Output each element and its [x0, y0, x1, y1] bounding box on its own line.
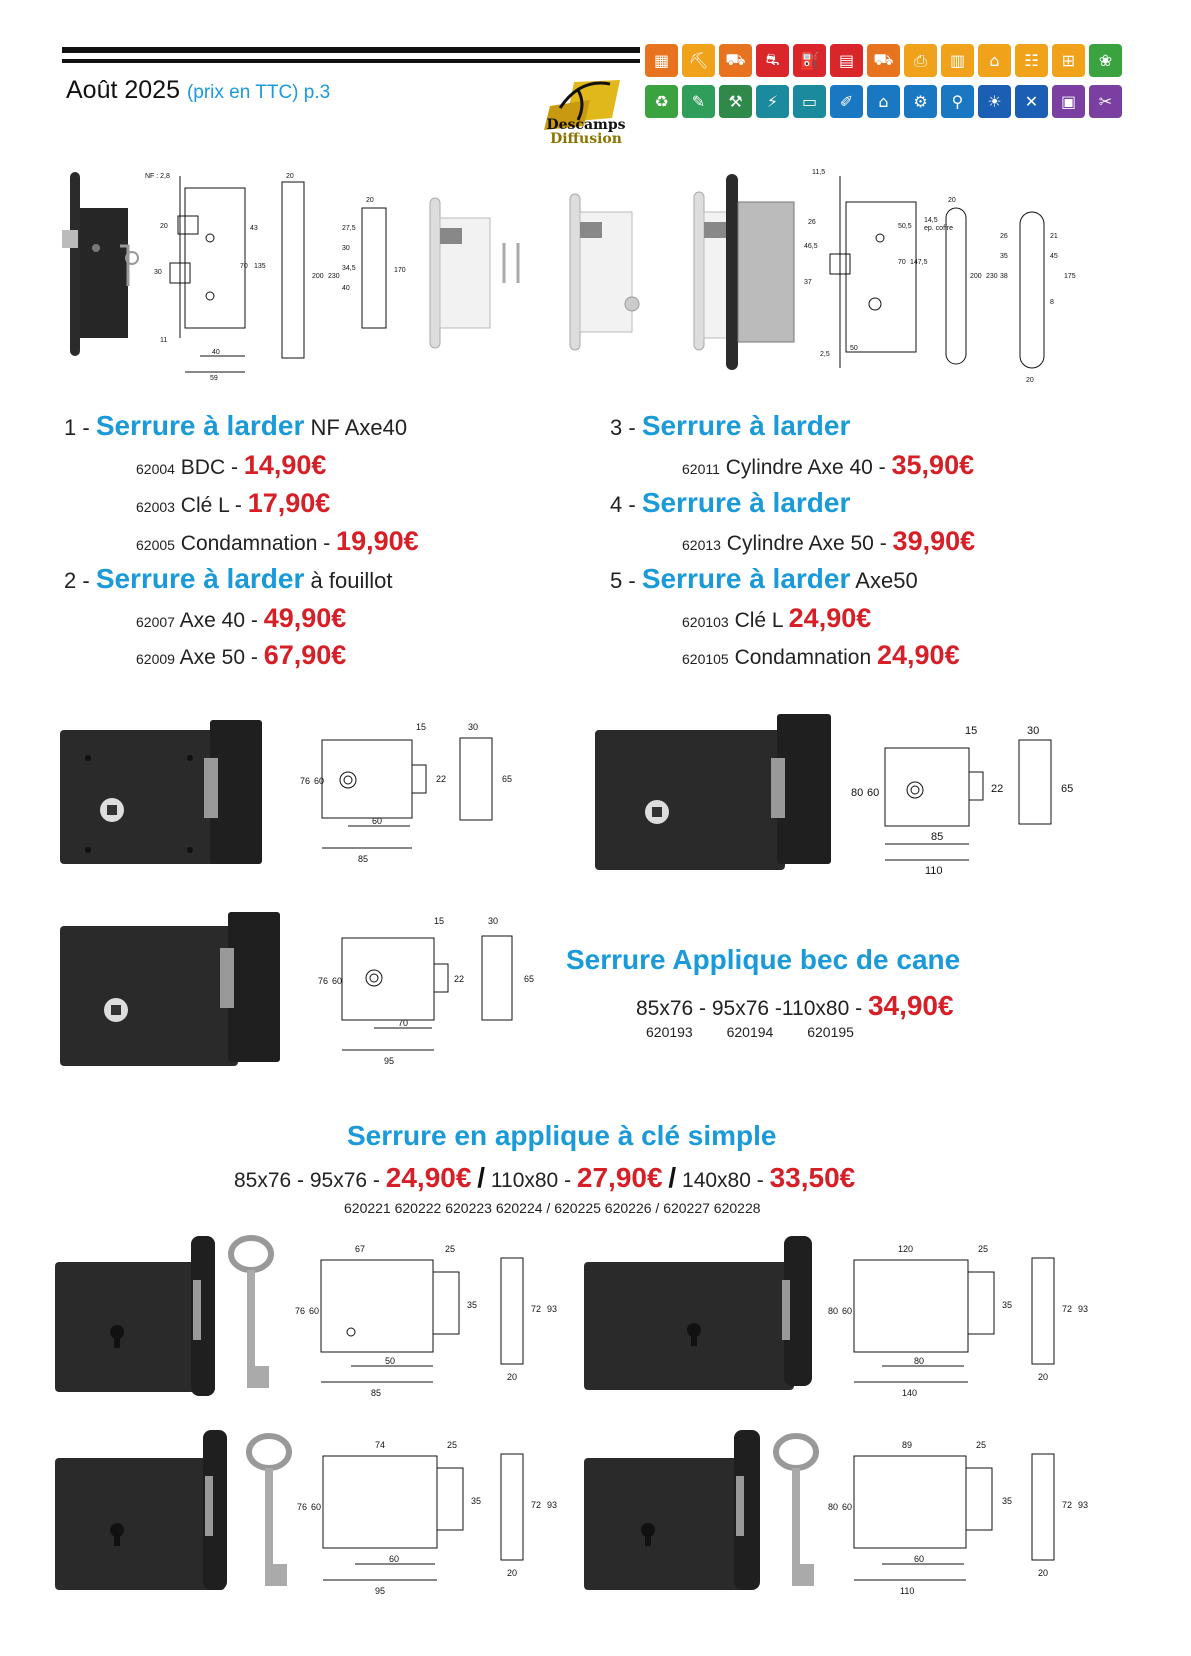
svg-text:25: 25: [447, 1440, 458, 1450]
brick-icon: ▤: [830, 44, 863, 77]
svg-text:25: 25: [445, 1244, 456, 1254]
svg-text:80: 80: [914, 1356, 925, 1366]
svg-text:93: 93: [1078, 1500, 1089, 1510]
bec-lock-photo: [60, 720, 262, 864]
svg-text:35: 35: [1000, 253, 1008, 260]
svg-text:30: 30: [1027, 725, 1040, 737]
svg-text:50,5: 50,5: [898, 223, 912, 230]
drill-icon: ⚡: [756, 85, 789, 118]
svg-text:22: 22: [991, 783, 1004, 795]
svg-text:175: 175: [1064, 273, 1076, 280]
svg-text:20: 20: [160, 223, 168, 230]
svg-text:60: 60: [389, 1554, 400, 1564]
svg-text:70: 70: [898, 259, 906, 266]
bec-lock-drawing: [342, 936, 512, 1050]
svg-text:74: 74: [375, 1440, 386, 1450]
svg-text:20: 20: [507, 1568, 518, 1578]
key-lock-photo: [55, 1430, 289, 1590]
key-lock-drawing: [321, 1258, 523, 1382]
gas-can-icon: ⛽: [793, 44, 826, 77]
logo-line2: Diffusion: [550, 131, 622, 147]
printer-icon: ⎙: [904, 44, 937, 77]
mortise-lock-1-dims: [145, 173, 406, 382]
product-2-title: Serrure à larder: [95, 563, 305, 594]
svg-text:30: 30: [488, 916, 499, 926]
svg-text:65: 65: [502, 774, 513, 784]
category-icon-grid: [645, 44, 1130, 118]
mortise-locks-figures: [60, 168, 1140, 390]
key-lock-drawing: [854, 1258, 1054, 1382]
svg-text:35: 35: [1002, 1496, 1013, 1506]
ref-62011: 62011 Cylindre Axe 40 - 35,90€: [682, 450, 975, 480]
recycle-icon: ♻: [645, 85, 678, 118]
product-5-title: Serrure à larder: [641, 563, 851, 594]
svg-text:230: 230: [986, 273, 998, 280]
svg-text:38: 38: [1000, 273, 1008, 280]
svg-text:60: 60: [842, 1502, 853, 1512]
svg-text:93: 93: [1078, 1304, 1089, 1314]
price: 14,90€: [243, 450, 327, 480]
svg-text:93: 93: [547, 1500, 558, 1510]
svg-text:35: 35: [471, 1496, 482, 1506]
svg-text:147,5: 147,5: [910, 259, 928, 266]
svg-text:40: 40: [342, 285, 350, 292]
svg-text:26: 26: [1000, 233, 1008, 240]
key-lock-photo: [584, 1236, 812, 1390]
svg-text:2,5: 2,5: [820, 351, 830, 358]
svg-text:76: 76: [300, 776, 311, 786]
header-rule-top: [62, 47, 640, 53]
price: 67,90€: [263, 640, 347, 670]
mortise-lock-2-photo: [430, 198, 518, 348]
svg-text:80: 80: [851, 787, 864, 799]
garden-icon: ❀: [1089, 44, 1122, 77]
svg-text:45: 45: [1050, 253, 1058, 260]
svg-text:60: 60: [314, 776, 325, 786]
svg-text:200: 200: [312, 273, 324, 280]
cle-simple-codes: 620221 620222 620223 620224 / 620225 620226 / 620227 620228: [344, 1200, 761, 1216]
price: 24,90€: [385, 1162, 472, 1193]
product-3-heading: 3 - Serrure à larder: [610, 410, 851, 441]
bec-sizes: 85x76 - 95x76 -110x80 -: [636, 997, 863, 1020]
svg-text:76: 76: [297, 1502, 308, 1512]
svg-text:85: 85: [931, 831, 944, 843]
svg-text:60: 60: [309, 1306, 320, 1316]
svg-text:27,5: 27,5: [342, 225, 356, 232]
ref-620103: 620103 Clé L 24,90€: [682, 603, 872, 633]
ref-620105: 620105 Condamnation 24,90€: [682, 640, 960, 670]
svg-text:93: 93: [547, 1304, 558, 1314]
mortise-lock-3-photo: [570, 194, 639, 350]
svg-text:80: 80: [828, 1502, 839, 1512]
svg-text:200: 200: [970, 273, 982, 280]
key-lock-dims: [295, 1244, 557, 1398]
cle-simple-title: Serrure en applique à clé simple: [347, 1120, 777, 1151]
svg-text:72: 72: [531, 1500, 542, 1510]
car-icon: ⛐: [756, 44, 789, 77]
svg-text:20: 20: [286, 173, 294, 180]
product-1-heading: 1 - Serrure à larder NF Axe40: [64, 410, 408, 441]
key-lock-drawing: [323, 1454, 523, 1580]
cle-simple-140x80-figure: [584, 1232, 1144, 1408]
svg-text:80: 80: [828, 1306, 839, 1316]
price: 49,90€: [263, 603, 347, 633]
logo-line1: Descamps: [546, 117, 626, 133]
svg-text:NF : 2,8: NF : 2,8: [145, 173, 170, 180]
svg-text:70: 70: [398, 1018, 409, 1028]
svg-text:35: 35: [467, 1300, 478, 1310]
svg-text:14,5: 14,5: [924, 217, 938, 224]
wrench-icon: ✕: [1015, 85, 1048, 118]
header-rule-bottom: [62, 59, 640, 63]
svg-text:30: 30: [468, 722, 479, 732]
bec-codes: 620193 620194 620195: [646, 1024, 854, 1040]
tractor-icon: ⛟: [867, 44, 900, 77]
svg-text:20: 20: [1038, 1372, 1049, 1382]
mortise-lock-3-dims: [804, 169, 1076, 384]
bec-de-cane-85x76-figure: [60, 710, 530, 880]
svg-text:15: 15: [965, 725, 978, 737]
ref-62013: 62013 Cylindre Axe 50 - 39,90€: [682, 526, 976, 556]
fence-icon: ⊞: [1052, 44, 1085, 77]
product-5-heading: 5 - Serrure à larder Axe50: [610, 563, 918, 594]
svg-text:60: 60: [311, 1502, 322, 1512]
svg-text:85: 85: [371, 1388, 382, 1398]
svg-text:170: 170: [394, 267, 406, 274]
bulb-icon: ☀: [978, 85, 1011, 118]
svg-text:43: 43: [250, 225, 258, 232]
faucet-icon: ⚲: [941, 85, 974, 118]
svg-text:67: 67: [355, 1244, 366, 1254]
svg-text:72: 72: [1062, 1304, 1073, 1314]
bec-de-cane-title: Serrure Applique bec de cane: [566, 944, 961, 975]
price: 39,90€: [892, 526, 976, 556]
excavator-icon: ⛏: [682, 44, 715, 77]
svg-text:20: 20: [1026, 377, 1034, 384]
product-1-title: Serrure à larder: [95, 410, 305, 441]
price: 24,90€: [788, 603, 872, 633]
svg-text:20: 20: [507, 1372, 518, 1382]
cle-simple-pricing: 85x76 - 95x76 - 24,90€ / 110x80 - 27,90€ / 140x80 - 33,50€: [234, 1162, 856, 1193]
svg-text:59: 59: [210, 375, 218, 382]
price: 35,90€: [891, 450, 975, 480]
svg-text:72: 72: [1062, 1500, 1073, 1510]
ref-62004: 62004 BDC - 14,90€: [136, 450, 327, 480]
bec-lock-drawing: [322, 738, 492, 848]
bec-lock-photo: [595, 714, 831, 870]
svg-text:40: 40: [212, 349, 220, 356]
svg-text:60: 60: [867, 787, 880, 799]
svg-text:15: 15: [434, 916, 445, 926]
svg-text:35: 35: [1002, 1300, 1013, 1310]
svg-text:50: 50: [850, 345, 858, 352]
door-icon: ▣: [1052, 85, 1085, 118]
svg-text:20: 20: [366, 197, 374, 204]
product-3-title: Serrure à larder: [641, 410, 851, 441]
mortise-lock-4-photo: [694, 174, 794, 370]
product-2-heading: 2 - Serrure à larder à fouillot: [64, 563, 393, 594]
cle-simple-110x80-figure: [584, 1426, 1144, 1606]
mortise-lock-1-photo: [62, 172, 138, 356]
truck-icon: ⛟: [719, 44, 752, 77]
price: 24,90€: [877, 640, 960, 670]
svg-text:22: 22: [454, 974, 465, 984]
price: 17,90€: [247, 488, 331, 518]
svg-text:37: 37: [804, 279, 812, 286]
svg-text:76: 76: [318, 976, 329, 986]
svg-text:30: 30: [342, 245, 350, 252]
bec-lock-drawing: [885, 740, 1051, 860]
svg-text:20: 20: [948, 197, 956, 204]
svg-text:60: 60: [842, 1306, 853, 1316]
svg-text:46,5: 46,5: [804, 243, 818, 250]
key-lock-dims: [297, 1440, 557, 1596]
svg-text:60: 60: [914, 1554, 925, 1564]
svg-text:120: 120: [898, 1244, 914, 1254]
svg-text:60: 60: [332, 976, 343, 986]
cle-simple-85x76-figure: [55, 1232, 595, 1408]
key-lock-drawing: [854, 1454, 1054, 1580]
page-date: [66, 76, 330, 105]
svg-text:65: 65: [524, 974, 535, 984]
bec-lock-dims: [300, 722, 512, 864]
brush-icon: ✐: [830, 85, 863, 118]
svg-text:95: 95: [384, 1056, 395, 1066]
bec-lock-photo: [60, 912, 280, 1066]
bec-price: 34,90€: [867, 990, 954, 1021]
svg-text:65: 65: [1061, 783, 1074, 795]
house-icon: ⌂: [867, 85, 900, 118]
svg-text:76: 76: [295, 1306, 306, 1316]
svg-text:25: 25: [978, 1244, 989, 1254]
page-subtitle: (prix en TTC) p.3: [186, 82, 331, 103]
svg-text:70: 70: [240, 263, 248, 270]
svg-text:50: 50: [385, 1356, 396, 1366]
svg-text:60: 60: [372, 816, 383, 826]
svg-text:21: 21: [1050, 233, 1058, 240]
svg-text:72: 72: [531, 1304, 542, 1314]
svg-text:135: 135: [254, 263, 266, 270]
roller-icon: ▭: [793, 85, 826, 118]
mortise-lock-1-drawing: [170, 176, 386, 372]
paint-icon: ✎: [682, 85, 715, 118]
ref-62007: 62007 Axe 40 - 49,90€: [136, 603, 347, 633]
ref-62003: 62003 Clé L - 17,90€: [136, 488, 331, 518]
date-label: Août 2025: [66, 76, 180, 104]
key-lock-dims: [828, 1244, 1088, 1398]
roof-icon: ⌂: [978, 44, 1011, 77]
price: 27,90€: [576, 1162, 663, 1193]
svg-text:8: 8: [1050, 299, 1054, 306]
svg-text:11,5: 11,5: [812, 169, 826, 176]
product-4-heading: 4 - Serrure à larder: [610, 487, 851, 518]
svg-text:89: 89: [902, 1440, 913, 1450]
svg-text:30: 30: [154, 269, 162, 276]
svg-text:ep. coffre: ep. coffre: [924, 225, 954, 232]
wood-icon: ▥: [941, 44, 974, 77]
ref-62009: 62009 Axe 50 - 67,90€: [136, 640, 347, 670]
accessory-icon: ✂: [1089, 85, 1122, 118]
logo-wordmark: [530, 118, 642, 146]
bec-de-cane-110x80-figure: [595, 710, 1105, 880]
svg-text:22: 22: [436, 774, 447, 784]
bec-de-cane-95x76-figure: [60, 898, 540, 1088]
svg-text:11: 11: [160, 337, 168, 344]
key-lock-photo: [584, 1430, 816, 1590]
svg-text:140: 140: [902, 1388, 918, 1398]
svg-text:34,5: 34,5: [342, 265, 356, 272]
price: 33,50€: [769, 1162, 856, 1193]
svg-text:25: 25: [976, 1440, 987, 1450]
price: 19,90€: [336, 526, 419, 556]
ref-62005: 62005 Condamnation - 19,90€: [136, 526, 419, 556]
svg-text:110: 110: [900, 1586, 915, 1596]
cle-simple-95x76-figure: [55, 1426, 595, 1606]
svg-text:26: 26: [808, 219, 816, 226]
svg-text:230: 230: [328, 273, 340, 280]
svg-text:95: 95: [375, 1586, 386, 1596]
window-icon: ▦: [645, 44, 678, 77]
tools-icon: ⚒: [719, 85, 752, 118]
svg-text:15: 15: [416, 722, 427, 732]
svg-text:20: 20: [1038, 1568, 1049, 1578]
key-lock-photo: [55, 1236, 271, 1396]
bec-de-cane-pricing: [636, 990, 954, 1022]
mortise-lock-3-drawing: [830, 176, 1044, 368]
key-lock-dims: [828, 1440, 1088, 1596]
ladder-icon: ☷: [1015, 44, 1048, 77]
chainsaw-icon: ⚙: [904, 85, 937, 118]
svg-text:110: 110: [925, 865, 943, 877]
product-4-title: Serrure à larder: [641, 487, 851, 518]
svg-text:85: 85: [358, 854, 369, 864]
